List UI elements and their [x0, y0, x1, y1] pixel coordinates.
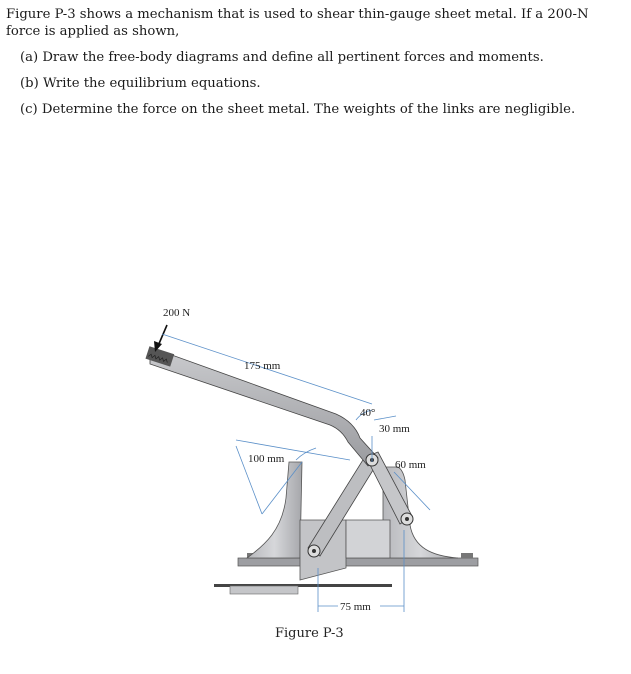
part-c-label: (c): [20, 102, 38, 117]
part-c-text: Determine the force on the sheet metal. The weights of the links are negligible.: [41, 102, 576, 117]
force-label: 200 N: [163, 307, 191, 319]
part-b-label: (b): [20, 76, 39, 91]
part-a-label: (a): [20, 50, 39, 65]
dim-100-label: 100 mm: [248, 453, 285, 465]
force-arrow: [154, 325, 167, 352]
figure-caption: Figure P-3: [275, 626, 344, 641]
dim-75-label: 75 mm: [340, 601, 371, 613]
part-a-text: Draw the free-body diagrams and define all pertinent forces and moments.: [42, 50, 544, 65]
part-b-text: Write the equilibrium equations.: [42, 76, 261, 91]
dim-60-label: 60 mm: [395, 459, 426, 471]
dim-30-label: 30 mm: [379, 423, 410, 435]
dim-angle-label: 40°: [360, 407, 376, 419]
dim-175-label: 175 mm: [244, 360, 281, 372]
left-support: [247, 462, 302, 558]
problem-intro: Figure P-3 shows a mechanism that is used to shear thin-gauge sheet metal. If a 200-N force is applied as shown,: [6, 7, 589, 39]
